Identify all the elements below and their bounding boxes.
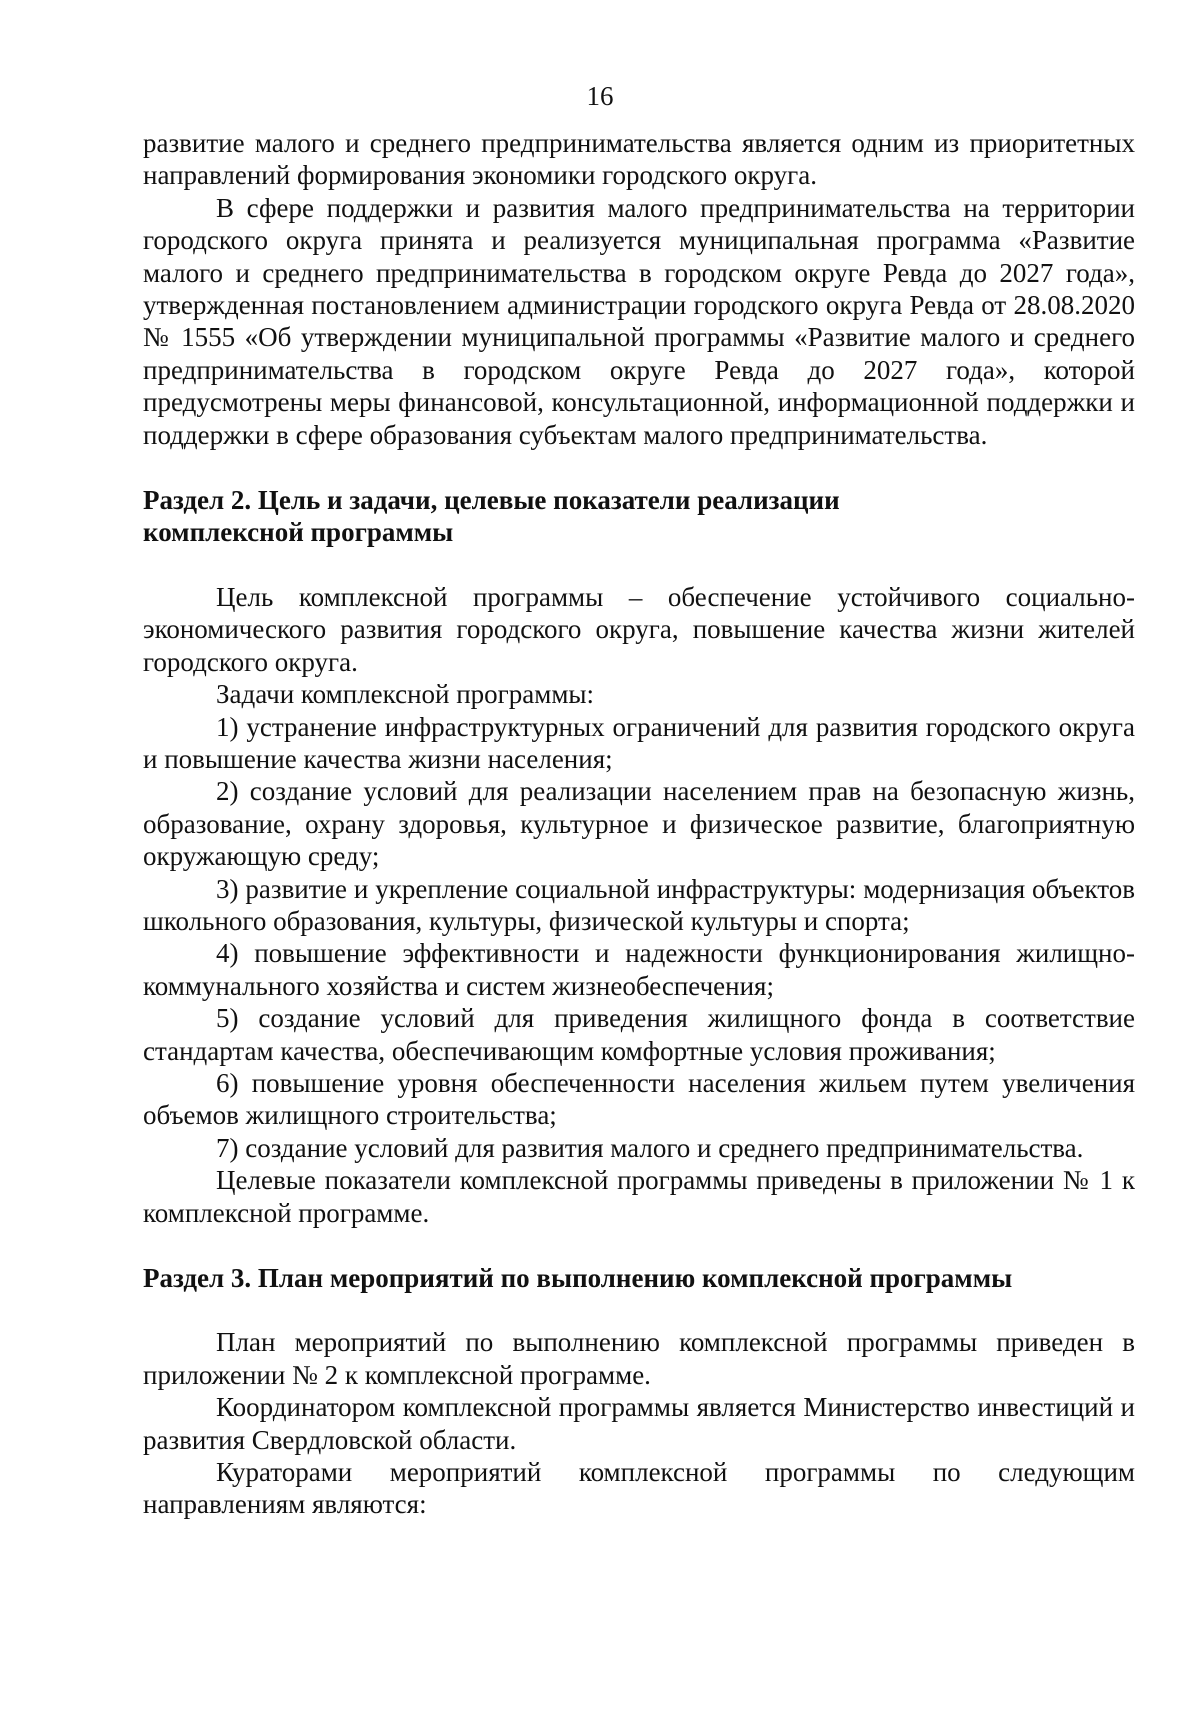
- section-3-heading: Раздел 3. План мероприятий по выполнению комплексной программы: [143, 1263, 1013, 1293]
- paragraph-s2-5: 4) повышение эффективности и надежности функционирования жилищно-коммунального хозяйства и систем жизнеобеспечения;: [143, 938, 1135, 1001]
- paragraph-s2-8: 7) создание условий для развития малого и среднего предпринимательства.: [216, 1132, 1084, 1163]
- paragraph-s2-1: Задачи комплексной программы:: [216, 679, 595, 710]
- paragraph-s1-0: развитие малого и среднего предпринимательства является одним из приоритетных направлений формирования экономики городского округа.: [143, 128, 1135, 191]
- paragraph-s1-1: В сфере поддержки и развития малого предпринимательства на территории городского округа принята и реализуется муниципальная программа «Развитие малого и среднего предпринимательства в городском округе Ревда до 2027 года», утвержденная постановлением администрации городского округа Ревда от 28.08.2020 № 1555 «Об утверждении муниципальной программы «Развитие малого и среднего предпринимательства в городском округе Ревда до 2027 года», которой предусмотрены меры финансовой, консультационной, информационной поддержки и поддержки в сфере образования субъектам малого предпринимательства.: [143, 192, 1135, 450]
- paragraph-s3-0: План мероприятий по выполнению комплексной программы приведен в приложении № 2 к комплексной программе.: [143, 1327, 1135, 1390]
- paragraph-s3-1: Координатором комплексной программы является Министерство инвестиций и развития Свердловской области.: [143, 1392, 1135, 1455]
- paragraph-s2-6: 5) создание условий для приведения жилищного фонда в соответствие стандартам качества, обеспечивающим комфортные условия проживания;: [143, 1003, 1135, 1066]
- document-body: [143, 127, 1135, 1521]
- page-number: 16: [586, 81, 614, 111]
- paragraph-s2-0: Цель комплексной программы – обеспечение устойчивого социально-экономического развития городского округа, повышение качества жизни жителей городского округа.: [143, 581, 1135, 677]
- paragraph-s2-4: 3) развитие и укрепление социальной инфраструктуры: модернизация объектов школьного образования, культуры, физической культуры и спорта;: [143, 873, 1135, 936]
- paragraph-s2-3: 2) создание условий для реализации населением прав на безопасную жизнь, образование, охрану здоровья, культурное и физическое развитие, благоприятную окружающую среду;: [143, 776, 1135, 872]
- paragraph-s2-2: 1) устранение инфраструктурных ограничений для развития городского округа и повышение качества жизни населения;: [143, 711, 1135, 774]
- section-2-heading-line-1: Раздел 2. Цель и задачи, целевые показатели реализации: [143, 485, 840, 516]
- paragraph-s2-7: 6) повышение уровня обеспеченности населения жильем путем увеличения объемов жилищного строительства;: [143, 1067, 1135, 1131]
- paragraph-s2-9: Целевые показатели комплексной программы приведены в приложении № 1 к комплексной программе.: [143, 1165, 1135, 1228]
- paragraph-s3-2: Кураторами мероприятий комплексной программы по следующим направлениям являются:: [143, 1457, 1135, 1520]
- section-2-heading-line-2: комплексной программы: [143, 517, 454, 548]
